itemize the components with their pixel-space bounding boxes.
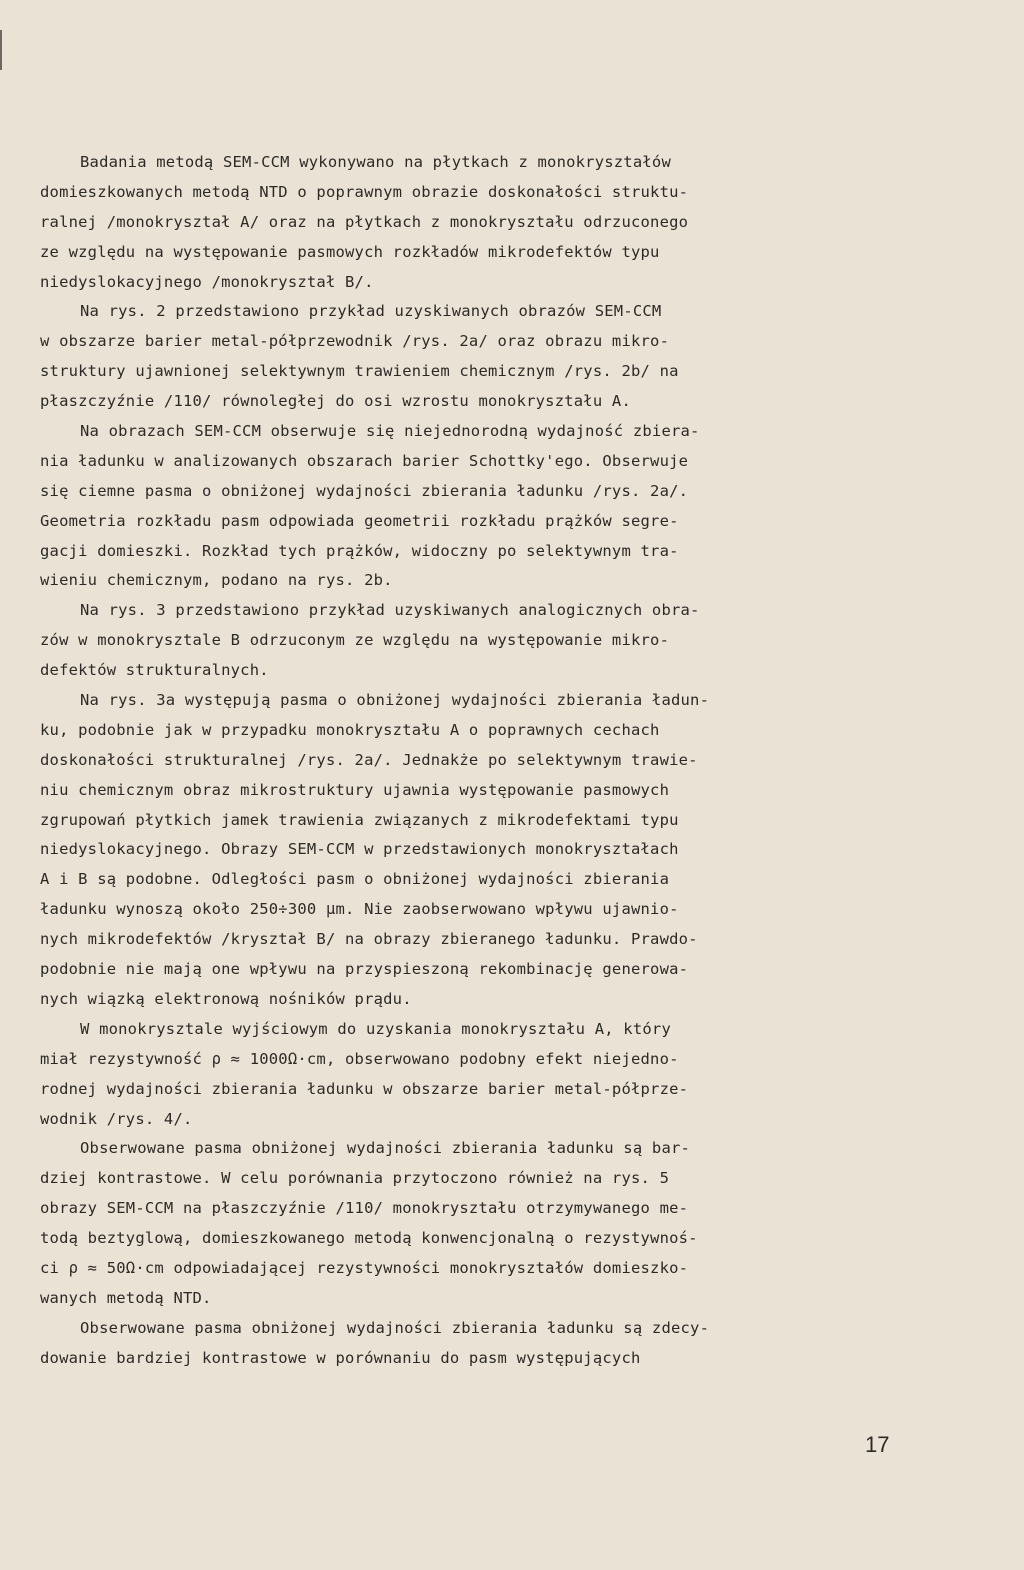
text-line: defektów strukturalnych. xyxy=(40,661,269,680)
text-line: rodnej wydajności zbierania ładunku w obszarze barier metal-półprze- xyxy=(40,1079,689,1098)
page-number: 17 xyxy=(865,1432,890,1457)
text-line: miał rezystywność ρ ≈ 1000Ω·cm, obserwowano podobny efekt niejedno- xyxy=(40,1049,679,1068)
page-edge-mark xyxy=(0,30,2,70)
text-line: podobnie nie mają one wpływu na przyspieszoną rekombinację generowa- xyxy=(40,960,689,979)
text-line: nych wiązką elektronową nośników prądu. xyxy=(40,989,412,1008)
text-line: ku, podobnie jak w przypadku monokryształu A o poprawnych cechach xyxy=(40,720,660,739)
text-line: zów w monokrysztale B odrzuconym ze względu na występowanie mikro- xyxy=(40,631,670,650)
text-line: Badania metodą SEM-CCM wykonywano na płytkach z monokryształów xyxy=(80,153,671,171)
text-line: Geometria rozkładu pasm odpowiada geometrii rozkładu prążków segre- xyxy=(40,511,679,530)
text-line: w obszarze barier metal-półprzewodnik /rys. 2a/ oraz obrazu mikro- xyxy=(40,332,670,351)
text-line: zgrupowań płytkich jamek trawienia związanych z mikrodefektami typu xyxy=(40,810,679,829)
text-line: wodnik /rys. 4/. xyxy=(40,1109,193,1128)
text-line: W monokrysztale wyjściowym do uzyskania monokryształu A, który xyxy=(80,1019,671,1038)
text-line: Na rys. 2 przedstawiono przykład uzyskiwanych obrazów SEM-CCM xyxy=(80,302,662,321)
text-line: płaszczyźnie /110/ równoległej do osi wzrostu monokryształu A. xyxy=(40,392,631,411)
text-line: ralnej /monokryształ A/ oraz na płytkach z monokryształu odrzuconego xyxy=(40,212,689,231)
text-line: A i B są podobne. Odległości pasm o obniżonej wydajności zbierania xyxy=(40,870,670,889)
text-line: wieniu chemicznym, podano na rys. 2b. xyxy=(40,571,393,590)
text-line: Na rys. 3a występują pasma o obniżonej wydajności zbierania ładun- xyxy=(80,691,710,710)
text-line: Na obrazach SEM-CCM obserwuje się niejednorodną wydajność zbiera- xyxy=(80,422,700,441)
text-line: ładunku wynoszą około 250÷300 μm. Nie zaobserwowano wpływu ujawnio- xyxy=(40,900,679,919)
text-line: gacji domieszki. Rozkład tych prążków, widoczny po selektywnym tra- xyxy=(40,541,679,560)
text-line: struktury ujawnionej selektywnym trawieniem chemicznym /rys. 2b/ na xyxy=(40,362,679,381)
text-line: nych mikrodefektów /kryształ B/ na obrazy zbieranego ładunku. Prawdo- xyxy=(40,930,698,949)
text-line: dowanie bardziej kontrastowe w porównaniu do pasm występujących xyxy=(40,1348,641,1367)
text-line: wanych metodą NTD. xyxy=(40,1288,212,1307)
text-line: todą beztyglową, domieszkowanego metodą konwencjonalną o rezystywnoś- xyxy=(40,1229,698,1248)
text-line: obrazy SEM-CCM na płaszczyźnie /110/ monokryształu otrzymywanego me- xyxy=(40,1199,689,1218)
text-line: się ciemne pasma o obniżonej wydajności zbierania ładunku /rys. 2a/. xyxy=(40,481,689,500)
body-text xyxy=(40,148,882,1374)
text-line: Na rys. 3 przedstawiono przykład uzyskiwanych analogicznych obra- xyxy=(80,601,700,620)
text-line: dziej kontrastowe. W celu porównania przytoczono również na rys. 5 xyxy=(40,1169,670,1188)
text-line: ze względu na występowanie pasmowych rozkładów mikrodefektów typu xyxy=(40,242,660,261)
text-line: ci ρ ≈ 50Ω·cm odpowiadającej rezystywności monokryształów domieszko- xyxy=(40,1258,689,1277)
text-line: niedyslokacyjnego. Obrazy SEM-CCM w przedstawionych monokryształach xyxy=(40,840,679,859)
text-line: niedyslokacyjnego /monokryształ B/. xyxy=(40,272,374,291)
text-line: doskonałości strukturalnej /rys. 2a/. Jednakże po selektywnym trawie- xyxy=(40,750,698,769)
text-line: Obserwowane pasma obniżonej wydajności zbierania ładunku są zdecy- xyxy=(80,1318,710,1337)
text-line: Obserwowane pasma obniżonej wydajności zbierania ładunku są bar- xyxy=(80,1139,691,1158)
text-line: domieszkowanych metodą NTD o poprawnym obrazie doskonałości struktu- xyxy=(40,182,689,201)
text-line: niu chemicznym obraz mikrostruktury ujawnia występowanie pasmowych xyxy=(40,780,670,799)
text-line: nia ładunku w analizowanych obszarach barier Schottky'ego. Obserwuje xyxy=(40,451,689,470)
